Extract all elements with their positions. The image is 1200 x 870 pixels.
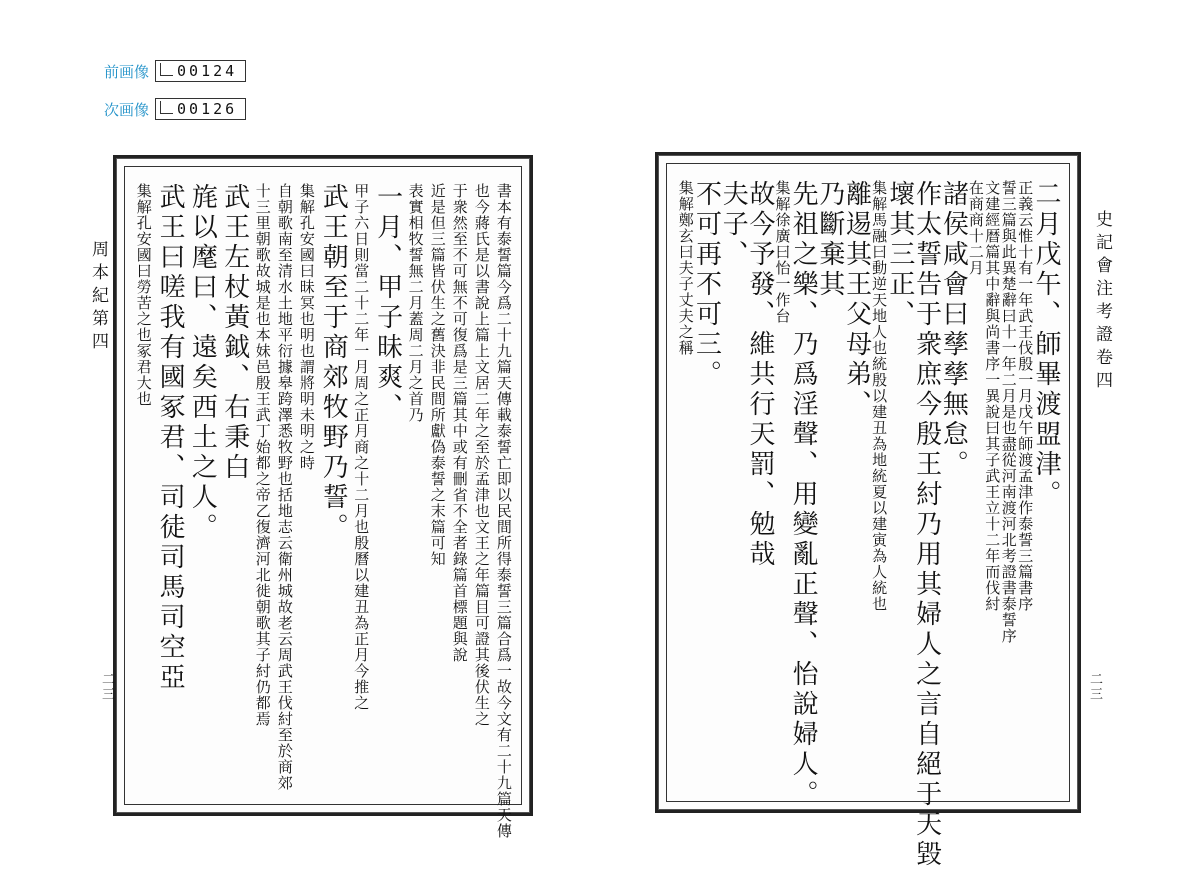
text-column: 也今蔣氏是以書說上篇上文居二年之至於孟津也文王之年篇目可證其後伏生之 <box>472 183 491 727</box>
text-column: 先祖之樂、乃爲淫聲、用變亂正聲、怡說婦人。 <box>788 180 819 810</box>
right-folio: 二三 <box>1087 672 1102 702</box>
text-column: 武王左杖黃鉞、右秉白 <box>219 183 250 483</box>
text-column: 武王曰嗟我有國冢君、司徒司馬司空亞 <box>155 183 186 693</box>
text-column: 文建經暦篇其中辭與尚書序一異說曰其子武王立十二年而伐紂 <box>983 180 1002 612</box>
next-image-code-box[interactable] <box>155 98 246 120</box>
text-column: 于衆然至不可無不可復爲是三篇其中或有刪省不全者錄篇首標題與說 <box>450 183 469 663</box>
left-page-columns <box>134 183 513 839</box>
text-column: 集解徐廣曰怡一作台 <box>773 180 792 324</box>
text-column: 集解孔安國曰勞苦之也冢君大也 <box>134 183 153 407</box>
text-column: 旄以麾曰、遠矣西土之人。 <box>187 183 218 543</box>
prev-image-nav[interactable] <box>104 60 246 82</box>
prev-image-code: 00124 <box>177 62 238 80</box>
text-column: 武王朝至于商郊牧野乃誓。 <box>318 183 349 543</box>
text-column: 夫子、 <box>718 180 749 270</box>
left-folio: 二三 <box>99 672 114 702</box>
text-column: 集解馬融曰動逆天地人也統殷以建丑為地統夏以建寅為人統也 <box>870 180 889 612</box>
text-column: 集解鄭玄曰夫子丈夫之稱 <box>676 180 695 356</box>
text-column: 故今予發、維共行天罰、勉哉 <box>744 180 775 570</box>
text-column: 諸侯咸會曰孳孳無怠。 <box>938 180 969 480</box>
text-column: 在商商十二月 <box>966 180 985 276</box>
text-column: 誓三篇與此異楚辭曰十一年二月是也盡從河南渡河北考證書泰誓序 <box>999 180 1018 644</box>
right-margin-title: 史記會注考證卷四 <box>1092 210 1112 394</box>
text-column: 乃斷棄其 <box>814 180 845 300</box>
text-column: 十三里朝歌故城是也本妹邑殷王武丁始都之帝乙復濟河北徙朝歌其子紂仍都焉 <box>253 183 272 727</box>
prev-image-code-box[interactable] <box>155 60 246 82</box>
text-column: 集解孔安國曰昧冥也明也謂將明未明之時 <box>297 183 316 471</box>
left-page-border <box>124 166 522 839</box>
text-column: 二月戊午、師畢渡盟津。 <box>1031 180 1061 510</box>
text-column: 表實相牧誓無二月蓋周二月之首乃 <box>406 183 425 423</box>
left-margin-title: 周本紀第四 <box>88 240 108 355</box>
text-column: 作太誓告于衆庶今殷王紂乃用其婦人之言自絕于天毀 <box>911 180 942 870</box>
right-page-columns <box>676 180 1061 870</box>
corner-mark-icon <box>160 101 173 114</box>
left-page <box>113 155 533 839</box>
text-column: 離逷其王父母弟、 <box>841 180 872 420</box>
right-page-border <box>666 163 1070 870</box>
text-column: 書本有泰誓篇今爲二十九篇天傳載泰誓亡即以民間所得泰誓三篇合爲一故今文有二十九篇天傳 <box>494 183 513 839</box>
next-image-code: 00126 <box>177 100 238 118</box>
text-column: 近是但三篇皆伏生之舊決非民間所獻偽泰誓之末篇可知 <box>428 183 447 567</box>
right-page <box>655 152 1081 870</box>
next-image-nav[interactable] <box>104 98 246 120</box>
corner-mark-icon <box>160 63 173 76</box>
text-column: 壞其三正、 <box>884 180 915 330</box>
next-image-link[interactable]: 次画像 <box>104 100 150 119</box>
text-column: 自朝歌南至清水土地平衍據皋跨澤悉牧野也括地志云衛州城故老云周武王伐紂至於商郊 <box>275 183 294 791</box>
text-column: 正義云惟十有一年武王伐殷一月戊午師渡孟津作泰誓三篇書序 <box>1016 180 1035 612</box>
prev-image-link[interactable]: 前画像 <box>104 62 150 81</box>
text-column: 不可再不可三。 <box>691 180 722 390</box>
text-column: 一月、甲子昧爽、 <box>372 183 403 423</box>
text-column: 甲子六日則當二十二年一月周之正月商之十二月也殷曆以建丑為正月今推之 <box>352 183 371 711</box>
